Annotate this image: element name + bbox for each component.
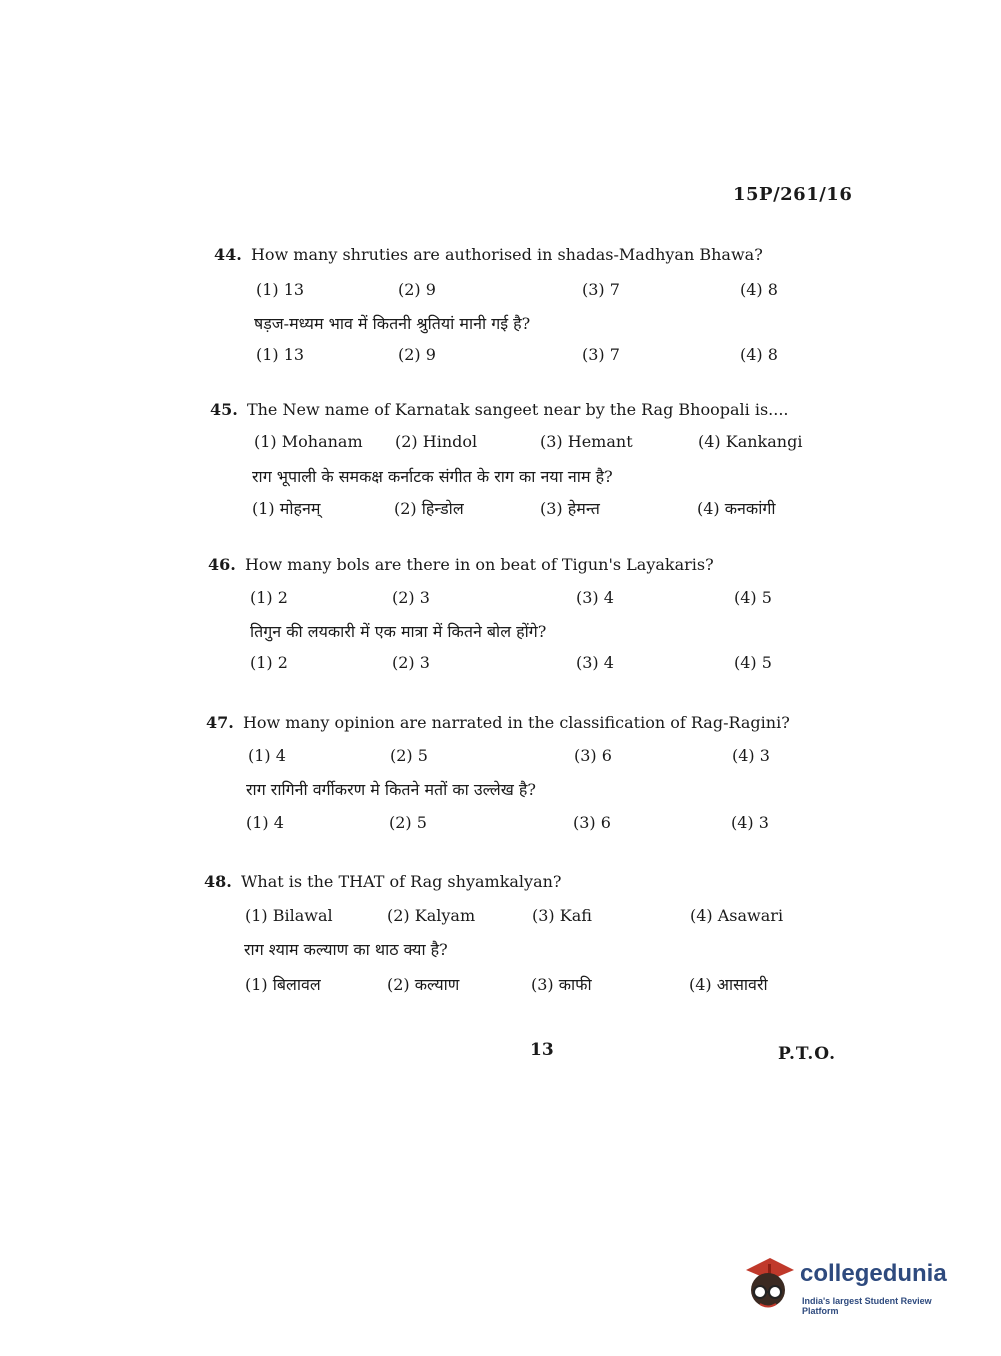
option-2: (2) Hindol [395, 432, 478, 451]
brand-name: collegedunia [800, 1260, 947, 1287]
question-text-en [208, 555, 714, 574]
option-2: (2) 3 [392, 653, 430, 672]
brand-tagline: India's largest Student Review Platform [802, 1296, 932, 1316]
options-en [0, 906, 1001, 930]
option-4: (4) 3 [731, 813, 769, 832]
option-1: (1) 4 [246, 813, 284, 832]
options-hi [0, 653, 1001, 677]
option-2: (2) 9 [398, 280, 436, 299]
question-text: What is the THAT of Rag shyamkalyan? [240, 872, 562, 891]
option-4: (4) 3 [732, 746, 770, 765]
option-4: (4) कनकांगी [697, 499, 776, 518]
question-text: How many shruties are authorised in shadas-Madhyan Bhawa? [250, 245, 763, 264]
option-3: (3) Kafi [532, 906, 592, 925]
option-3: (3) हेमन्त [540, 499, 600, 518]
option-2: (2) 5 [390, 746, 428, 765]
option-1: (1) मोहनम् [252, 499, 321, 518]
question-text: How many opinion are narrated in the classification of Rag-Ragini? [242, 713, 790, 732]
question-text: The New name of Karnatak sangeet near by the Rag Bhoopali is.... [246, 400, 789, 419]
question-text-en [204, 872, 562, 891]
option-1: (1) Bilawal [245, 906, 333, 925]
options-hi [0, 973, 1001, 997]
option-2: (2) कल्याण [387, 975, 460, 994]
pto-label: P.T.O. [778, 1044, 836, 1064]
option-2: (2) Kalyam [387, 906, 476, 925]
option-1: (1) 2 [250, 653, 288, 672]
question-text-hi: राग भूपाली के समकक्ष कर्नाटक संगीत के राग का नया नाम है? [252, 467, 613, 486]
option-4: (4) 8 [740, 345, 778, 364]
question-number: 46. [208, 555, 236, 574]
option-3: (3) 7 [582, 280, 620, 299]
option-2: (2) 5 [389, 813, 427, 832]
question-text-en [210, 400, 789, 419]
question-number: 45. [210, 400, 238, 419]
question-text-en [214, 245, 763, 264]
option-3: (3) Hemant [540, 432, 633, 451]
option-4: (4) 5 [734, 588, 772, 607]
option-1: (1) 13 [256, 280, 305, 299]
option-1: (1) बिलावल [245, 975, 321, 994]
option-1: (1) 4 [248, 746, 286, 765]
option-4: (4) 5 [734, 653, 772, 672]
page-number: 13 [530, 1040, 554, 1060]
option-2: (2) 9 [398, 345, 436, 364]
question-text-hi: षड़ज-मध्यम भाव में कितनी श्रुतियां मानी गई है? [254, 314, 531, 333]
options-en [0, 432, 1001, 456]
option-3: (3) 6 [573, 813, 611, 832]
paper-code: 15P/261/16 [733, 184, 853, 205]
option-4: (4) Asawari [690, 906, 784, 925]
option-1: (1) Mohanam [254, 432, 363, 451]
question-number: 48. [204, 872, 232, 891]
option-1: (1) 13 [256, 345, 305, 364]
option-4: (4) आसावरी [689, 975, 768, 994]
options-en [0, 588, 1001, 612]
question-text-hi: तिगुन की लयकारी में एक मात्रा में कितने बोल होंगे? [250, 622, 547, 641]
collegedunia-watermark [740, 1250, 970, 1320]
option-4: (4) 8 [740, 280, 778, 299]
option-4: (4) Kankangi [698, 432, 803, 451]
options-hi [0, 497, 1001, 521]
question-text-hi: राग श्याम कल्याण का थाठ क्या है? [244, 940, 448, 959]
options-hi [0, 345, 1001, 369]
option-2: (2) 3 [392, 588, 430, 607]
options-en [0, 280, 1001, 304]
option-3: (3) काफी [531, 975, 592, 994]
option-3: (3) 6 [574, 746, 612, 765]
question-number: 44. [214, 245, 242, 264]
option-3: (3) 4 [576, 588, 614, 607]
option-3: (3) 4 [576, 653, 614, 672]
question-text-hi: राग रागिनी वर्गीकरण मे कितने मतों का उल्लेख है? [246, 780, 536, 799]
options-en [0, 746, 1001, 770]
options-hi [0, 813, 1001, 837]
question-number: 47. [206, 713, 234, 732]
question-text-en [206, 713, 790, 732]
option-3: (3) 7 [582, 345, 620, 364]
mascot-icon [740, 1252, 798, 1314]
option-1: (1) 2 [250, 588, 288, 607]
option-2: (2) हिन्डोल [394, 499, 464, 518]
question-text: How many bols are there in on beat of Tigun's Layakaris? [244, 555, 714, 574]
